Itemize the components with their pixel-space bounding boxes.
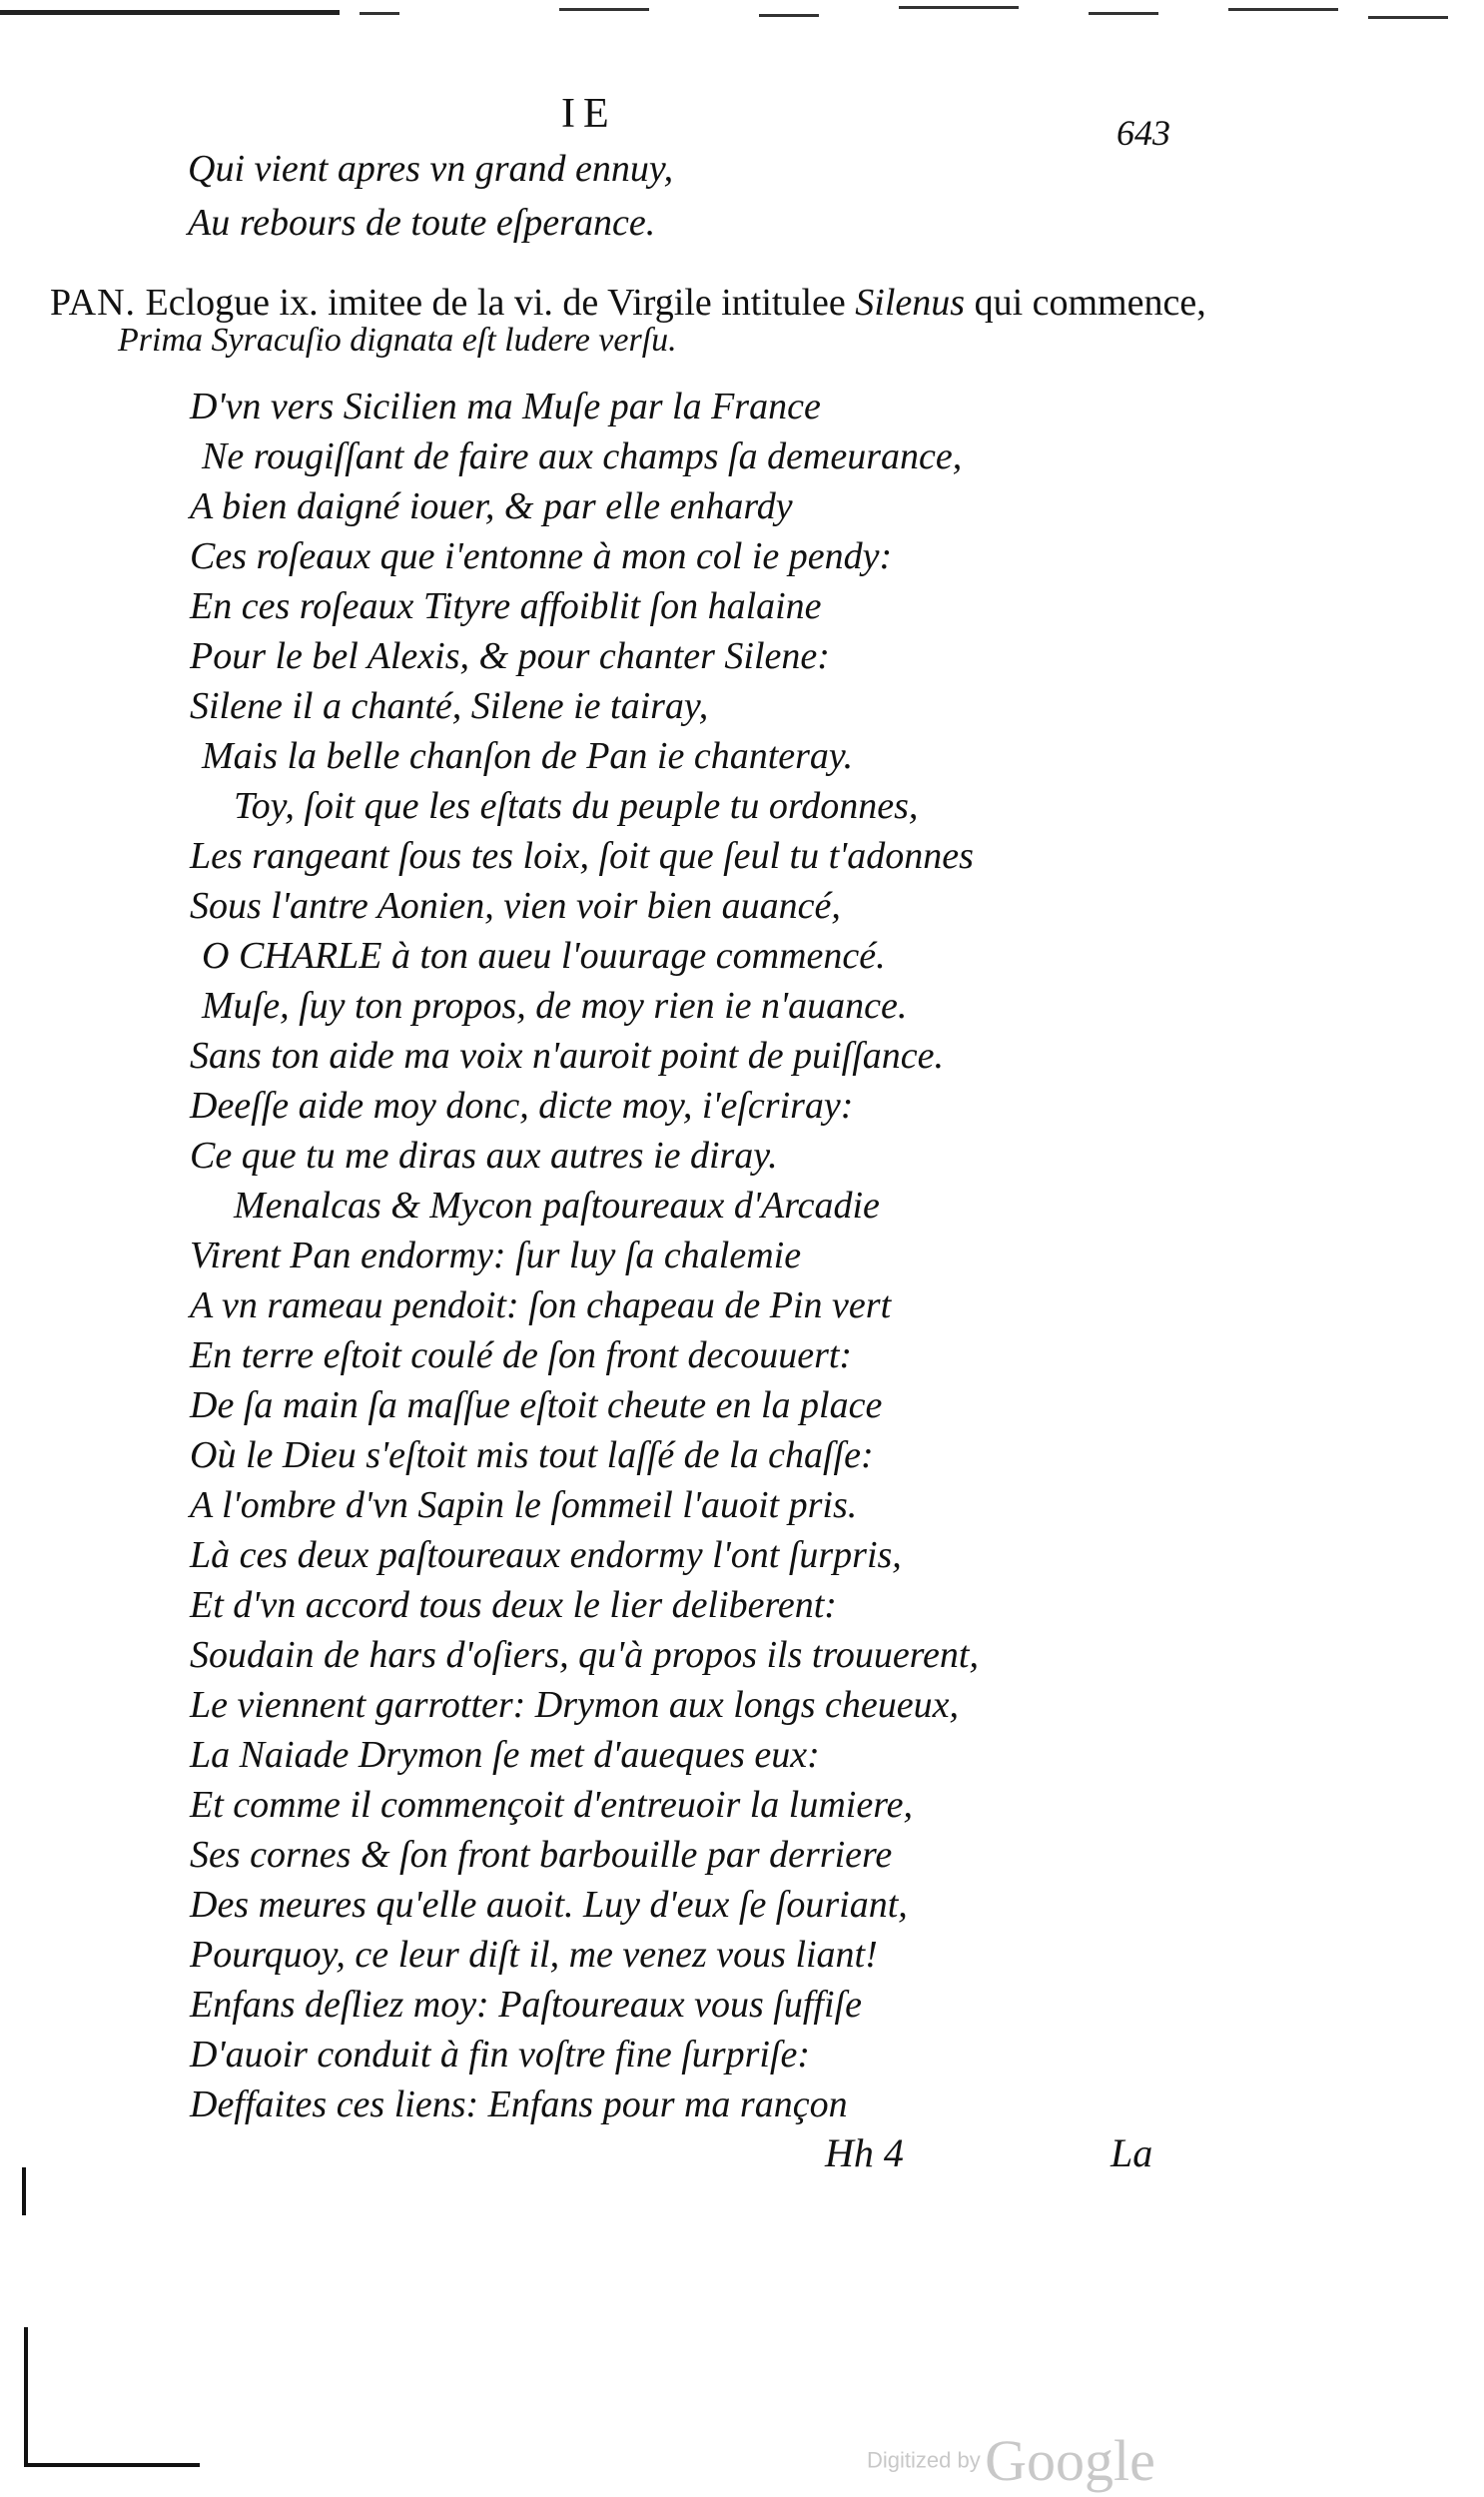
verse-line: A vn rameau pendoit: ſon chapeau de Pin vert — [190, 1284, 892, 1326]
verse-line: Virent Pan endormy: ſur luy ſa chalemie — [190, 1235, 802, 1276]
verse-line: En ces roſeaux Tityre affoiblit ſon halaine — [190, 585, 822, 627]
heading-text-after: qui commence, — [974, 282, 1206, 324]
scan-speck — [1368, 16, 1448, 19]
verse-line: Le viennent garrotter: Drymon aux longs cheueux, — [190, 1684, 960, 1726]
verse-line: Sans ton aide ma voix n'auroit point de puiſſance. — [190, 1035, 945, 1077]
top-rule-line — [0, 10, 340, 15]
scan-top-border — [0, 0, 1484, 26]
verse-line: En terre eſtoit coulé de ſon front decouuert: — [190, 1334, 853, 1376]
verse-line: Muſe, ſuy ton propos, de moy rien ie n'auance. — [202, 985, 908, 1027]
verse-line: Les rangeant ſous tes loix, ſoit que ſeul tu t'adonnes — [190, 835, 974, 877]
margin-label: PAN. — [50, 282, 137, 324]
page-number: 643 — [1116, 113, 1170, 153]
watermark-prefix: Digitized by — [867, 2447, 981, 2473]
verse-line: Deeſſe aide moy donc, dicte moy, i'eſcriray: — [190, 1085, 854, 1127]
verse-line: O CHARLE à ton aueu l'ouurage commencé. — [202, 935, 886, 977]
verse-line: D'vn vers Sicilien ma Muſe par la France — [190, 386, 821, 427]
scan-speck — [360, 12, 399, 15]
verse-line: Ces roſeaux que i'entonne à mon col ie pendy: — [190, 535, 893, 577]
scan-edge-mark — [24, 2463, 200, 2467]
verse-line: Soudain de hars d'oſiers, qu'à propos ils trouuerent, — [190, 1634, 979, 1676]
verse-line: Ses cornes & ſon front barbouille par derriere — [190, 1834, 893, 1876]
catchword: La — [1111, 2130, 1153, 2175]
scan-edge-mark — [24, 2327, 28, 2467]
heading-title: Silenus — [855, 282, 966, 324]
scan-speck — [559, 8, 649, 11]
eclogue-incipit: Prima Syracuſio dignata eſt ludere verſu. — [118, 322, 677, 359]
running-header: IE — [561, 91, 617, 137]
verse-line: De ſa main ſa maſſue eſtoit cheute en la place — [190, 1384, 883, 1426]
eclogue-heading — [50, 284, 1206, 322]
verse-line: Ce que tu me diras aux autres ie diray. — [190, 1135, 778, 1177]
verse-line: Là ces deux paſtoureaux endormy l'ont ſurpris, — [190, 1534, 902, 1576]
scan-speck — [1228, 8, 1338, 11]
verse-line: Deffaites ces liens: Enfans pour ma rançon — [190, 2083, 848, 2125]
verse-line: Ne rougiſſant de faire aux champs ſa demeurance, — [202, 435, 963, 477]
verse-line: A l'ombre d'vn Sapin le ſommeil l'auoit pris. — [190, 1484, 858, 1526]
verse-line: Toy, ſoit que les eſtats du peuple tu ordonnes, — [234, 785, 919, 827]
digitized-watermark — [867, 2427, 1155, 2494]
scan-speck — [1089, 12, 1158, 15]
scan-speck — [899, 6, 1019, 9]
verse-line: Sous l'antre Aonien, vien voir bien auancé, — [190, 885, 841, 927]
verse-line: Enfans deſliez moy: Paſtoureaux vous ſuffiſe — [190, 1984, 862, 2026]
opening-line: Au rebours de toute eſperance. — [188, 202, 656, 244]
verse-line: Silene il a chanté, Silene ie tairay, — [190, 685, 709, 727]
verse-line: Pour le bel Alexis, & pour chanter Silene: — [190, 635, 830, 677]
verse-line: D'auoir conduit à fin voſtre fine ſurpriſe: — [190, 2034, 810, 2076]
signature-mark: Hh 4 — [825, 2130, 904, 2175]
verse-line: Où le Dieu s'eſtoit mis tout laſſé de la chaſſe: — [190, 1434, 874, 1476]
verse-line: La Naiade Drymon ſe met d'aueques eux: — [190, 1734, 820, 1776]
heading-text: Eclogue ix. imitee de la vi. de Virgile intitulee — [145, 282, 846, 324]
scan-speck — [759, 14, 819, 17]
verse-line: Et d'vn accord tous deux le lier deliberent: — [190, 1584, 837, 1626]
verse-line: A bien daigné iouer, & par elle enhardy — [190, 485, 793, 527]
verse-line: Pourquoy, ce leur diſt il, me venez vous liant! — [190, 1934, 878, 1976]
opening-line: Qui vient apres vn grand ennuy, — [188, 148, 674, 190]
scan-edge-mark — [22, 2167, 26, 2215]
google-logo: Google — [985, 2428, 1155, 2493]
verse-line: Des meures qu'elle auoit. Luy d'eux ſe ſouriant, — [190, 1884, 908, 1926]
verse-line: Menalcas & Mycon paſtoureaux d'Arcadie — [234, 1185, 880, 1227]
verse-line: Et comme il commençoit d'entreuoir la lumiere, — [190, 1784, 913, 1826]
verse-line: Mais la belle chanſon de Pan ie chanteray. — [202, 735, 854, 777]
